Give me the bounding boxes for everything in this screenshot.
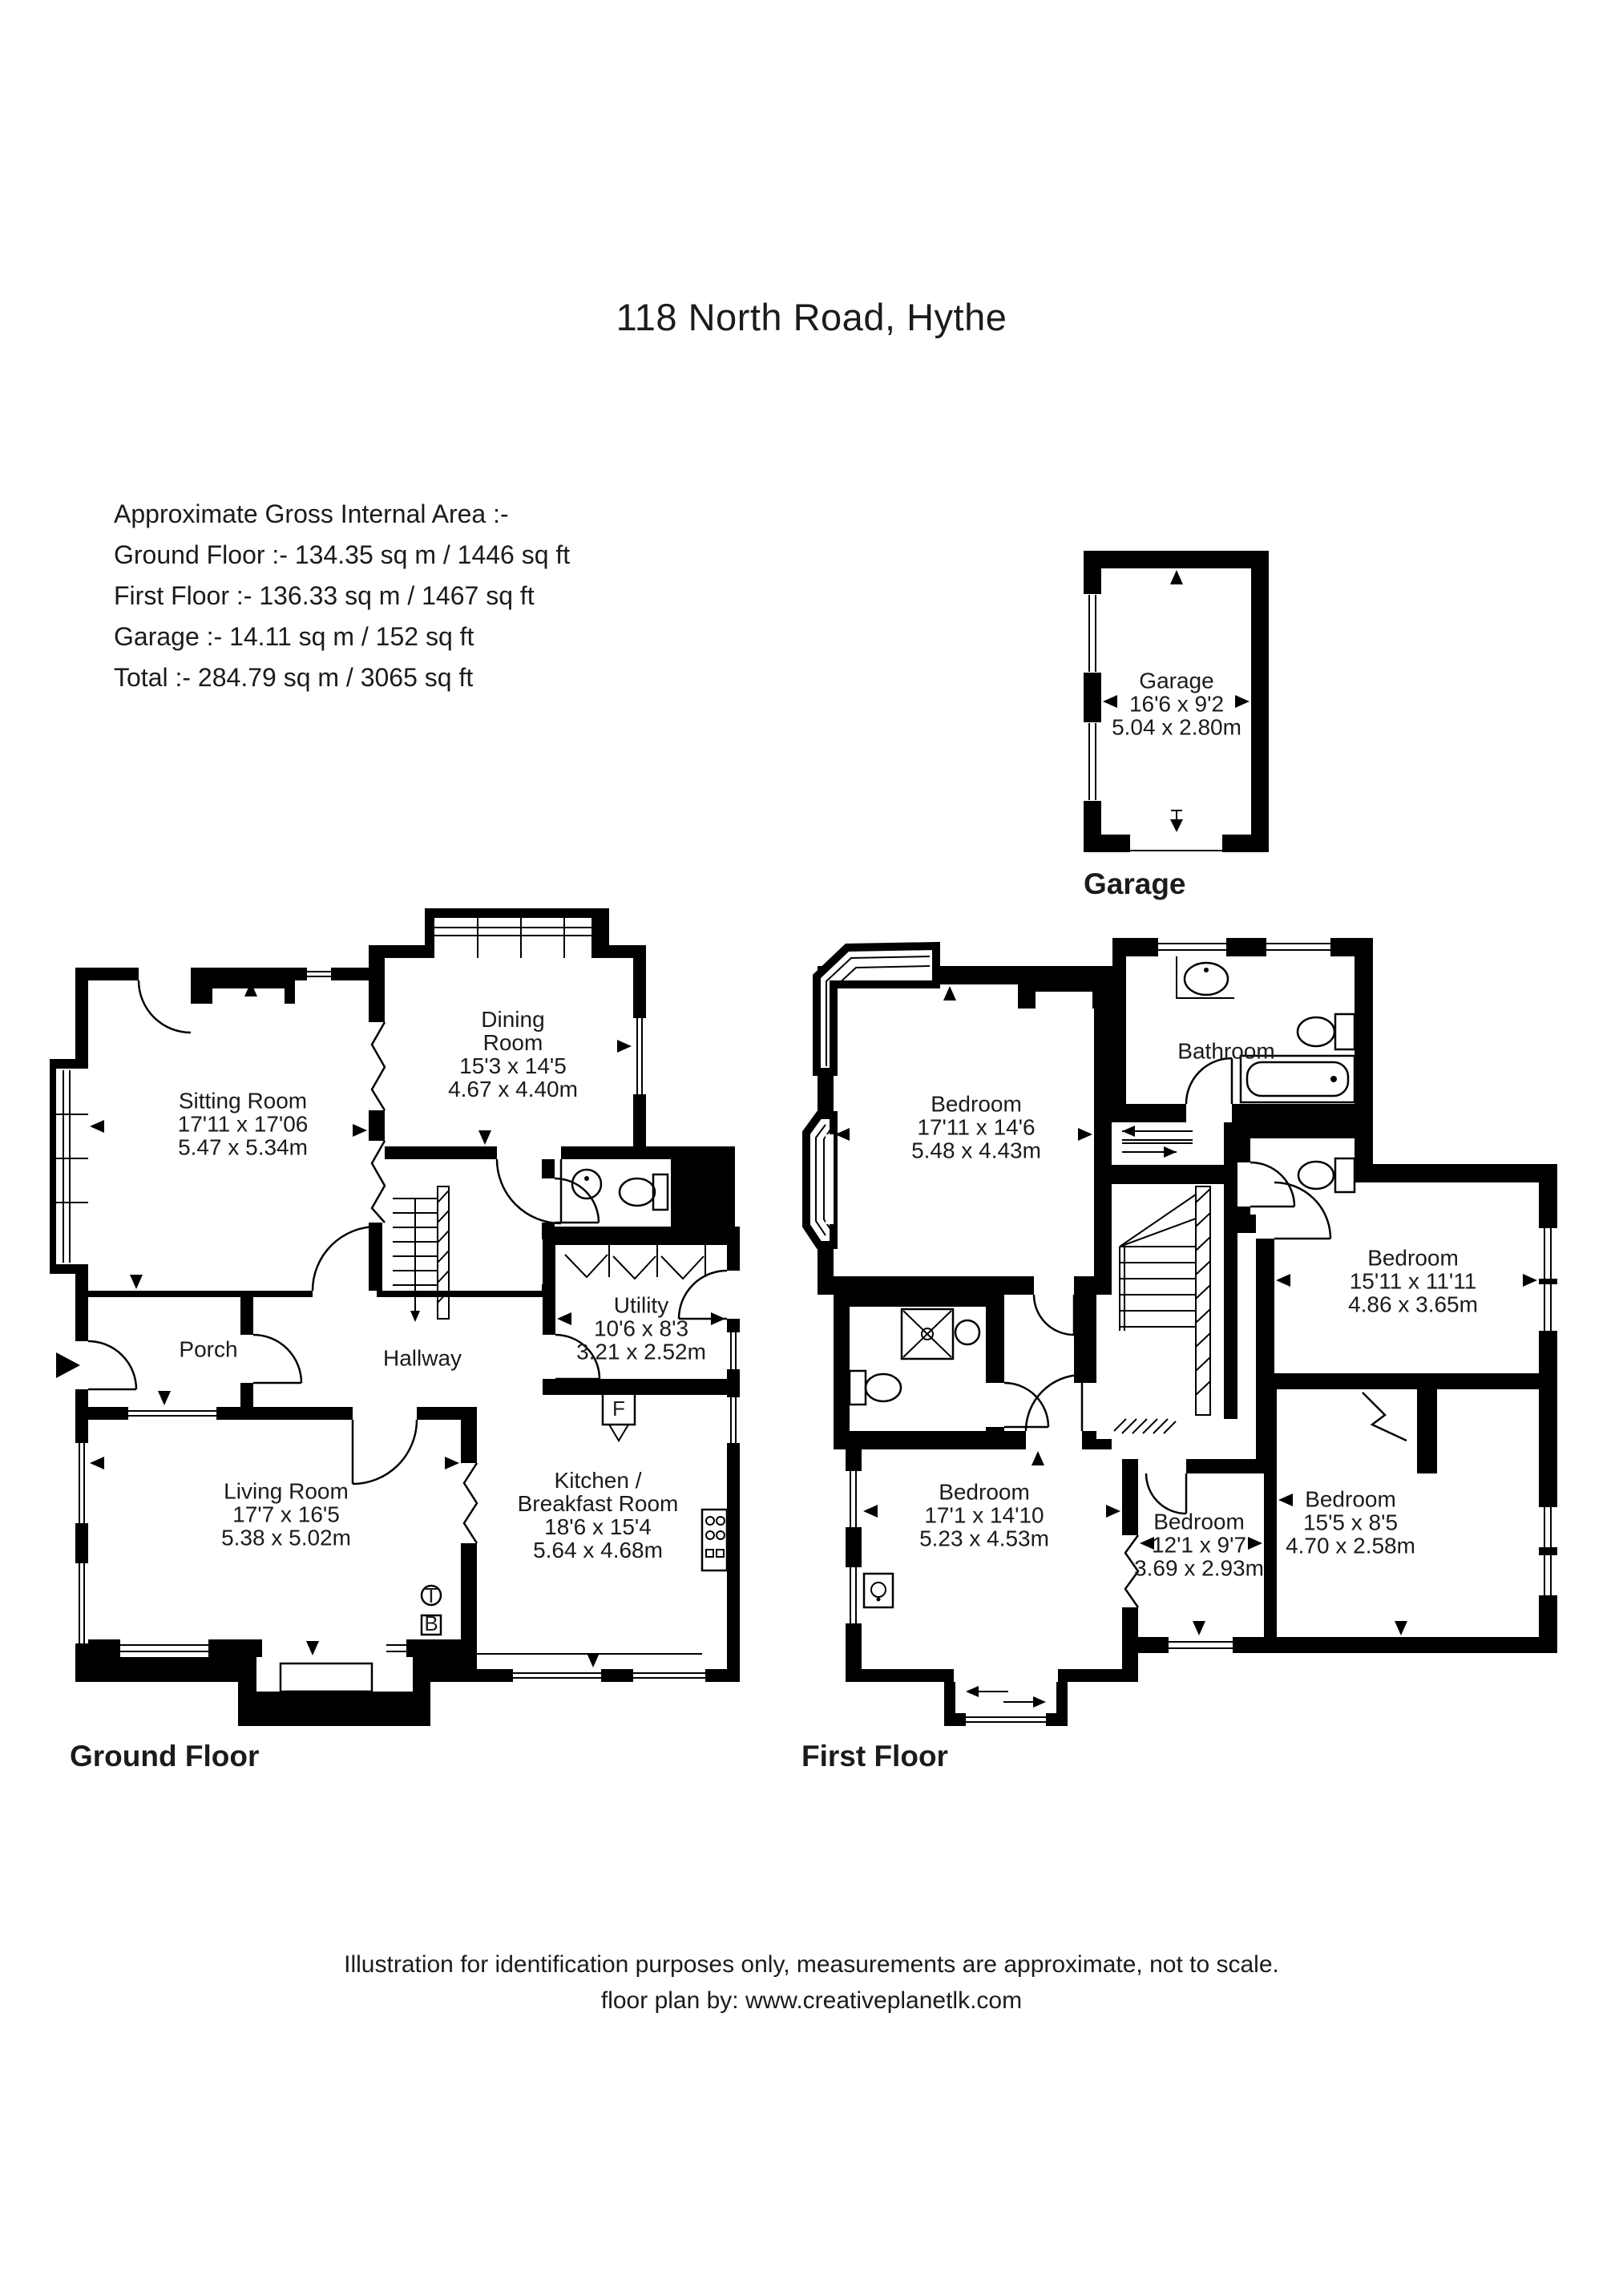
area-line: Garage :- 14.11 sq m / 152 sq ft bbox=[114, 622, 474, 651]
footer bbox=[0, 1946, 1623, 2019]
boiler-letter: B bbox=[424, 1611, 438, 1635]
area-line: First Floor :- 136.33 sq m / 1467 sq ft bbox=[114, 581, 535, 610]
room-label-bedroom-1: Bedroom 17'11 x 14'6 5.48 x 4.43m bbox=[911, 1091, 1041, 1163]
bay-window bbox=[806, 1115, 834, 1245]
area-summary bbox=[114, 494, 570, 698]
footer-line-2: floor plan by: www.creativeplanetlk.com bbox=[600, 1987, 1023, 2014]
caption-first-floor: First Floor bbox=[801, 1740, 948, 1773]
footer-line-1: Illustration for identification purposes only, measurements are approximate, not to scale. bbox=[344, 1951, 1279, 1978]
caption-garage: Garage bbox=[1084, 867, 1186, 900]
room-label-bedroom-5: Bedroom 15'5 x 8'5 4.70 x 2.58m bbox=[1286, 1486, 1415, 1558]
fireplace bbox=[1018, 984, 1110, 1009]
fireplace bbox=[191, 968, 295, 1004]
room-label-bedroom-3: Bedroom 17'1 x 14'10 5.23 x 4.53m bbox=[919, 1479, 1049, 1551]
area-line: Approximate Gross Internal Area :- bbox=[114, 499, 509, 528]
room-label-hallway: Hallway bbox=[382, 1345, 462, 1371]
room-label-bedroom-2: Bedroom 15'11 x 11'11 4.86 x 3.65m bbox=[1348, 1245, 1478, 1317]
page-title: 118 North Road, Hythe bbox=[616, 296, 1007, 338]
area-line: Ground Floor :- 134.35 sq m / 1446 sq ft bbox=[114, 540, 571, 569]
room-label-porch: Porch bbox=[179, 1336, 238, 1362]
fridge-letter: F bbox=[612, 1397, 625, 1421]
caption-ground-floor: Ground Floor bbox=[70, 1740, 260, 1773]
room-label-utility: Utility 10'6 x 8'3 3.21 x 2.52m bbox=[576, 1292, 706, 1364]
room-label-bathroom: Bathroom bbox=[1177, 1038, 1275, 1064]
room-label-dining-room: Dining Room 15'3 x 14'5 4.67 x 4.40m bbox=[448, 1007, 578, 1102]
tank-letter: T bbox=[425, 1583, 438, 1607]
first-floorplan bbox=[801, 902, 1587, 1744]
area-line: Total :- 284.79 sq m / 3065 sq ft bbox=[114, 663, 474, 692]
bay-window bbox=[954, 1669, 1058, 1726]
room-label-kitchen: Kitchen / Breakfast Room 18'6 x 15'4 5.64 x 4.68m bbox=[517, 1468, 679, 1562]
room-label-garage: Garage 16'6 x 9'2 5.04 x 2.80m bbox=[1112, 668, 1241, 740]
room-label-bedroom-4: Bedroom 12'1 x 9'7 3.69 x 2.93m bbox=[1134, 1509, 1264, 1581]
room-label-sitting-room: Sitting Room 17'11 x 17'06 5.47 x 5.34m bbox=[177, 1088, 309, 1160]
room-label-living-room: Living Room 17'7 x 16'5 5.38 x 5.02m bbox=[221, 1478, 351, 1550]
